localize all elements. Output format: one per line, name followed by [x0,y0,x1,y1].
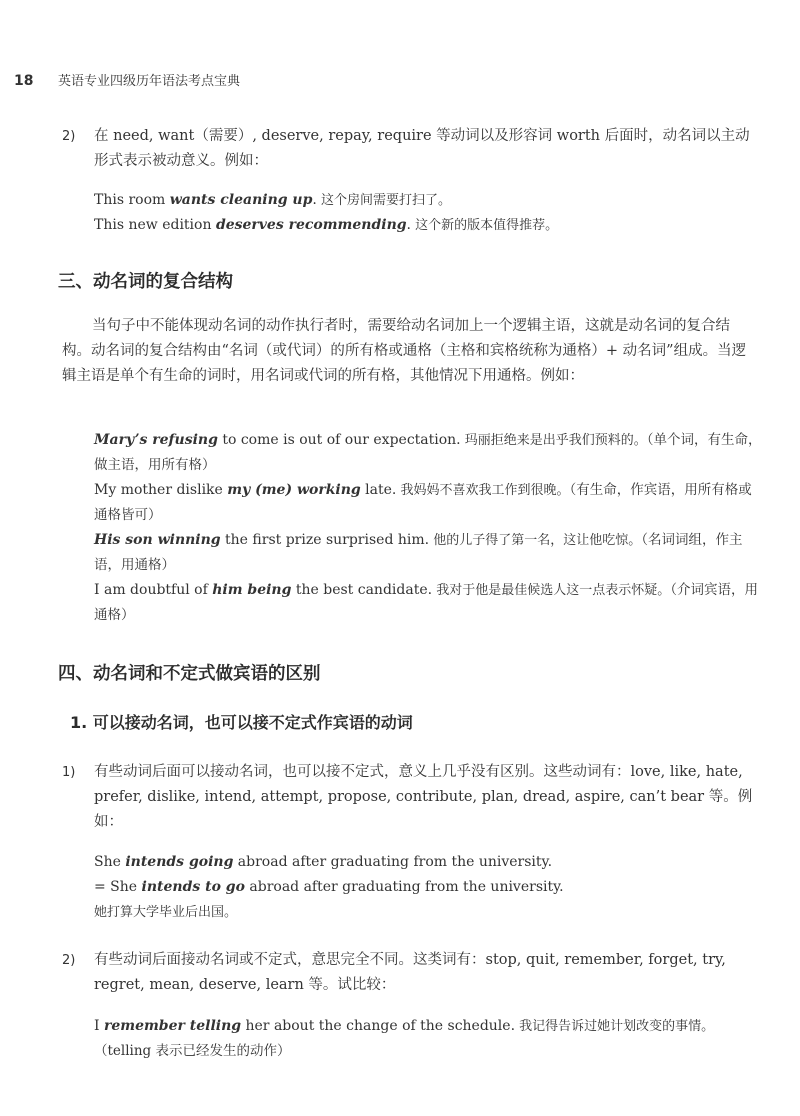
example-sentence [94,428,764,478]
example-cn: 这个房间需要打扫了。 [316,193,451,208]
example-block-a [94,188,764,238]
example-post: her about the change of the schedule. [241,1018,516,1034]
example-pre: My mother dislike [94,482,228,498]
item-text: 有些动词后面可以接动名词，也可以接不定式，意义上几乎没有区别。这些动词有：love, like, hate, prefer, dislike, intend, attempt, propose, contribute, plan, dread, aspire, can’t bear 等。例如： [94,764,753,830]
section-heading-3: 三、动名词的复合结构 [58,272,233,292]
subheading-1: 1. 可以接动名词，也可以接不定式作宾语的动词 [70,713,413,732]
example-block-b [94,850,764,925]
item-text: 在 need, want（需要）, deserve, repay, require 等动词以及形容词 worth 后面时，动名词以主动形式表示被动意义。例如： [94,128,750,169]
item-number: 1) [62,765,76,780]
example-cn: 我对于他是最佳候选人这一点表示怀疑。 [432,583,671,598]
example-pre: I am doubtful of [94,582,213,598]
example-sentence [94,850,764,875]
example-bold: remember telling [103,1018,242,1034]
example-bold: him being [212,582,292,598]
example-pre: This room [94,192,170,208]
example-block-c [94,1014,764,1064]
example-block-section3 [94,428,764,628]
example-post: . [312,192,317,208]
example-cn: 我记得告诉过她计划改变的事情。 [515,1019,715,1034]
example-post: . [406,217,411,233]
example-pre: This new edition [94,217,216,233]
example-post: late. [360,482,397,498]
example-pre: I [94,1018,104,1034]
section-heading-4: 四、动名词和不定式做宾语的区别 [58,664,321,684]
example-post: abroad after graduating from the university. [233,854,553,870]
example-bold: Mary’s refusing [94,432,218,448]
example-cn: 这个新的版本值得推荐。 [410,218,559,233]
section3-paragraph [62,314,756,389]
example-bold: wants cleaning up [169,192,313,208]
example-cn: 他的儿子得了第一名，这让他吃惊。 [429,533,642,548]
example-cn: 她打算大学毕业后出国。 [94,905,238,920]
example-sentence [94,875,764,900]
book-title: 英语专业四级历年语法考点宝典 [57,74,240,89]
example-bold: deserves recommending [215,217,407,233]
item-text: 有些动词后面接动名词或不定式，意思完全不同。这类词有：stop, quit, remember, forget, try, regret, mean, deserve, learn 等。试比较： [94,952,726,993]
page-header [14,70,240,89]
paragraph-text: 当句子中不能体现动名词的动作执行者时，需要给动名词加上一个逻辑主语，这就是动名词的复合结构。动名词的复合结构由“名词（或代词）的所有格或通格（主格和宾格统称为通格）+ 动名词”组成。当逻辑主语是单个有生命的词时，用名词或代词的所有格，其他情况下用通格。例如： [62,318,747,384]
example-note: （介词宾语，用通格） [94,582,758,623]
example-bold: intends going [125,854,234,870]
example-cn: 我妈妈不喜欢我工作到很晚。 [396,483,570,498]
example-sentence [94,478,764,528]
example-cn: 玛丽拒绝来是出乎我们预料的。 [460,433,647,448]
example-post: to come is out of our expectation. [217,432,461,448]
example-sentence [94,528,764,578]
example-bold: my (me) working [227,482,361,498]
list-item-2-different-meaning [62,948,762,998]
example-pre: She [94,854,126,870]
item-number: 2) [62,129,76,144]
example-note: （名词词组，作主语，用通格） [94,532,743,573]
example-sentence [94,578,764,628]
example-post: the first prize surprised him. [220,532,430,548]
list-item-1-same-meaning [62,760,762,835]
example-sentence [94,188,764,213]
example-sentence [94,213,764,238]
example-post: the best candidate. [291,582,433,598]
example-sentence [94,1014,764,1064]
example-sentence [94,900,764,925]
example-note: （单个词，有生命，做主语，用所有格） [94,432,762,473]
example-note: （telling 表示已经发生的动作） [94,1043,291,1059]
example-bold: intends to go [141,879,245,895]
page-number: 18 [14,73,34,89]
example-pre: = She [94,879,142,895]
example-bold: His son winning [94,532,221,548]
example-post: abroad after graduating from the university. [244,879,564,895]
list-item-2-passive [62,124,762,174]
item-number: 2) [62,953,76,968]
example-note: （有生命，作宾语，用所有格或通格皆可） [94,482,752,523]
